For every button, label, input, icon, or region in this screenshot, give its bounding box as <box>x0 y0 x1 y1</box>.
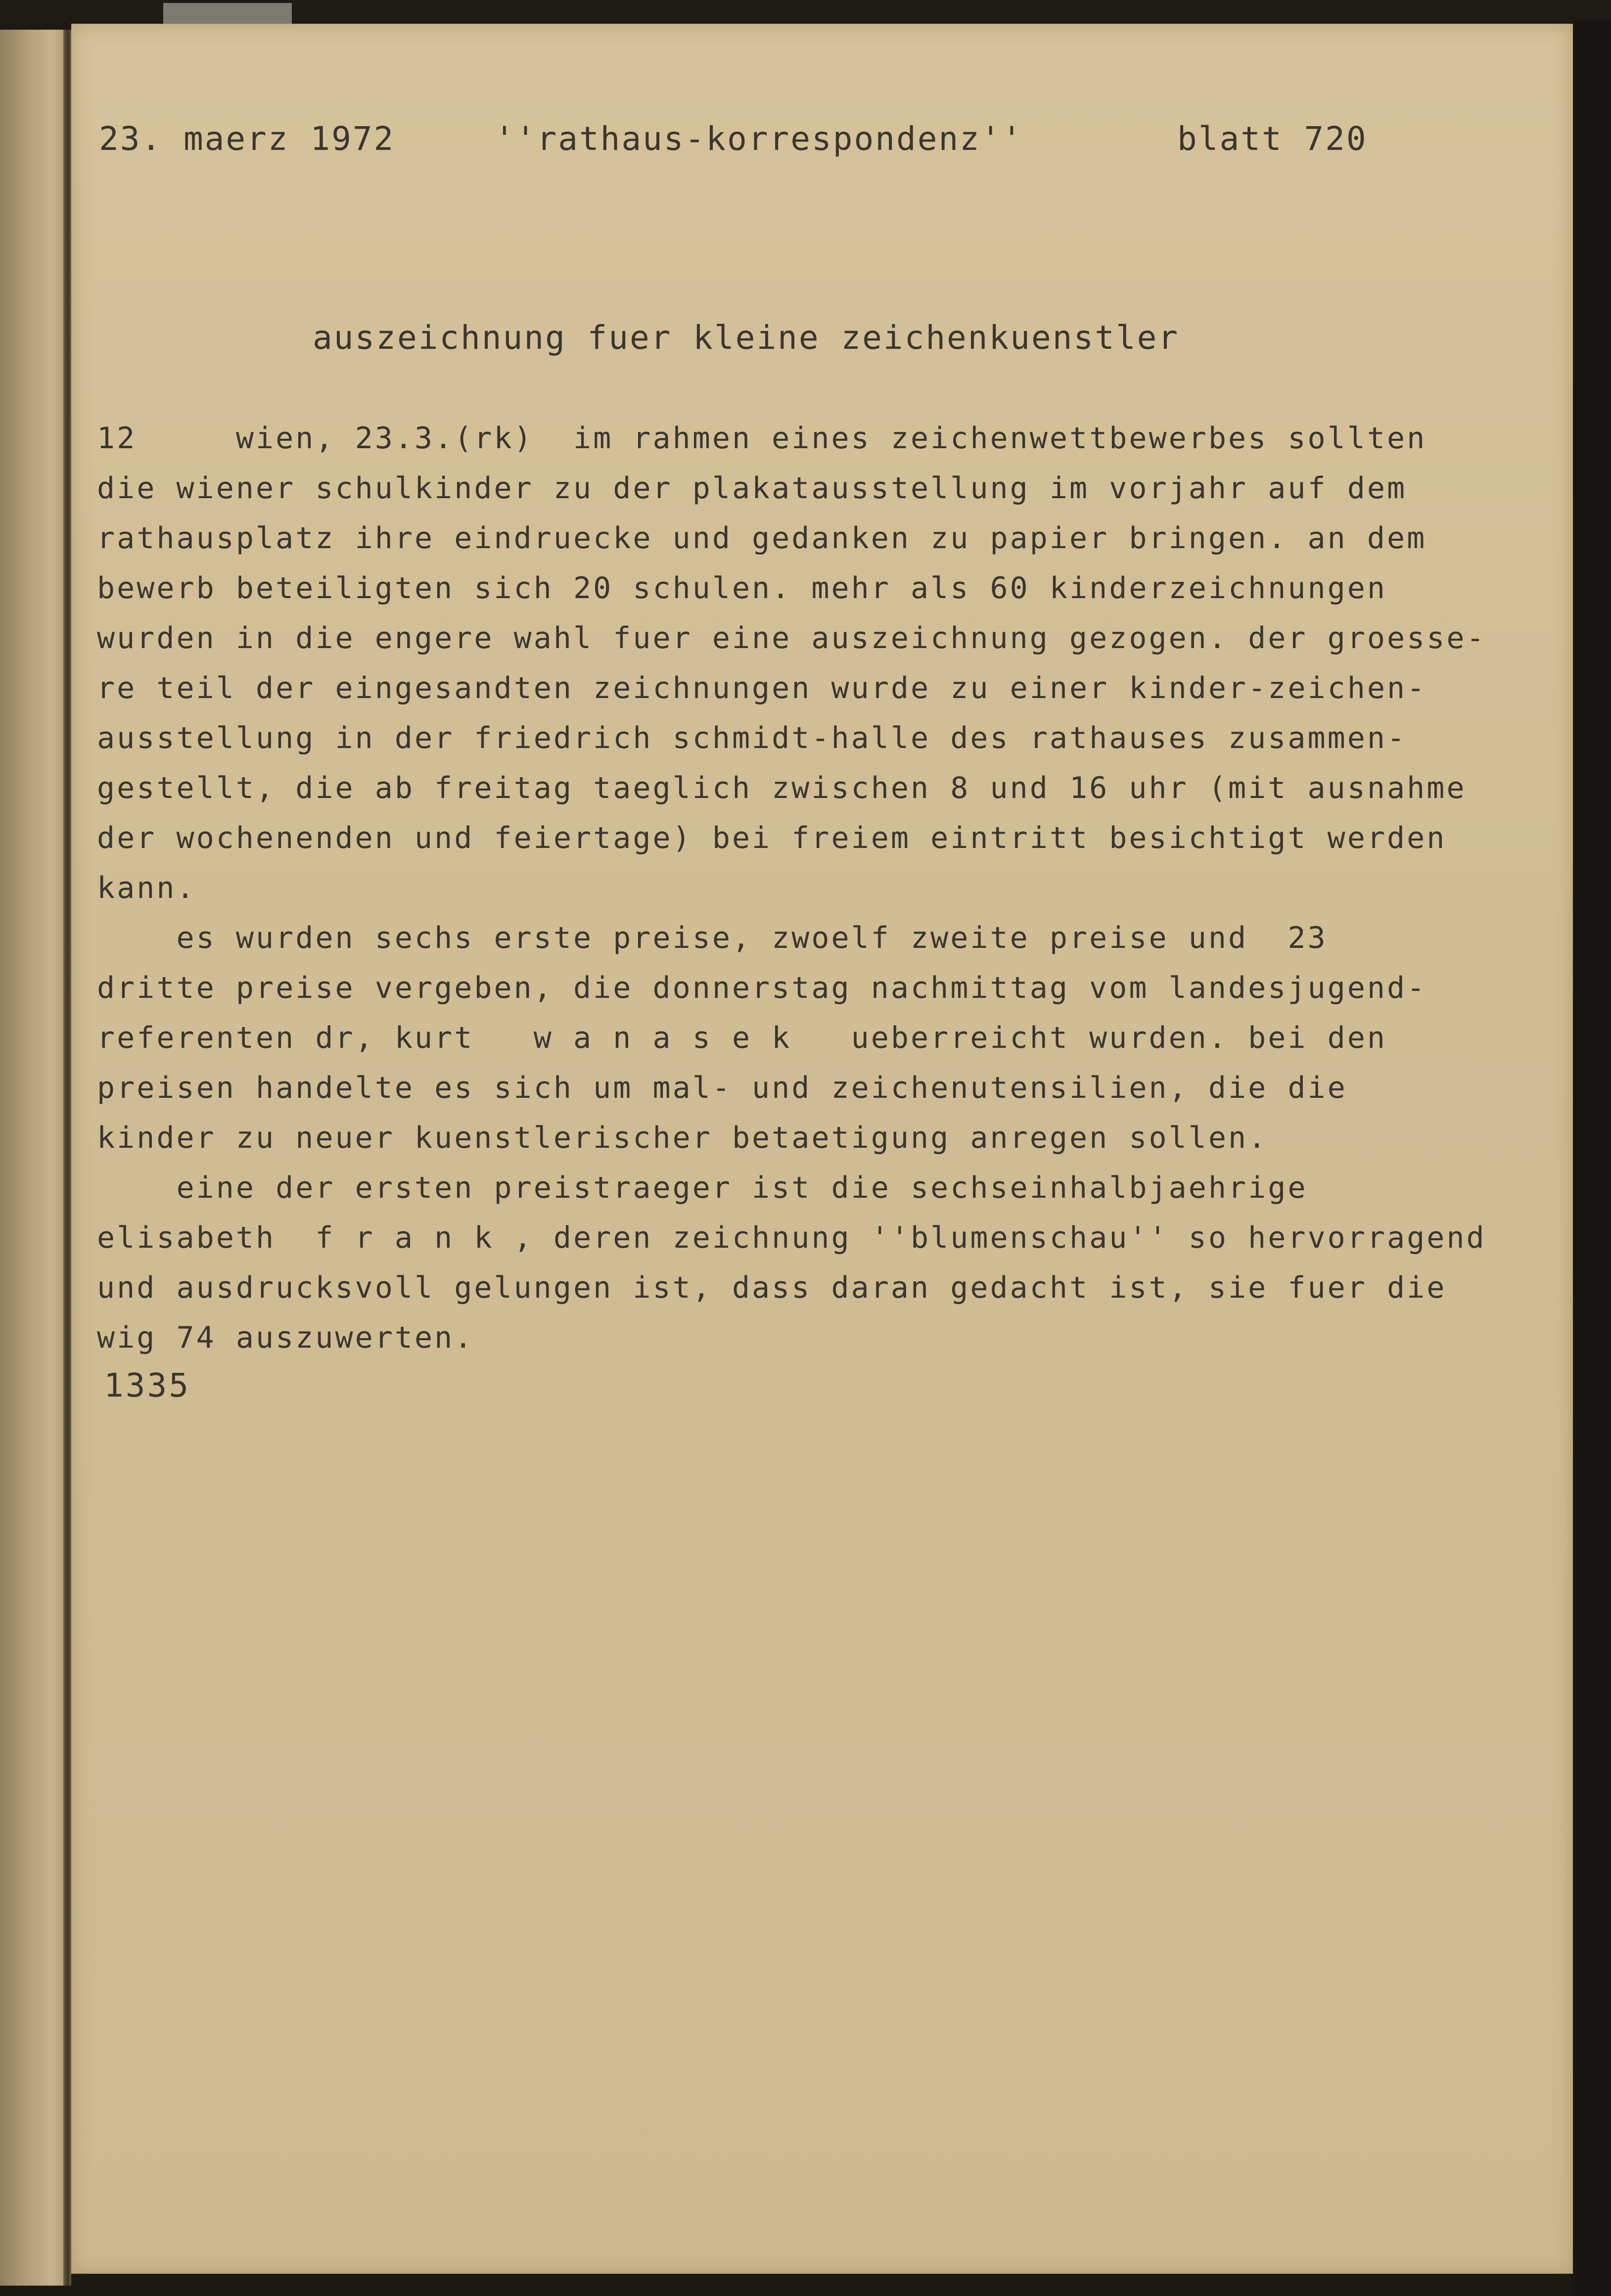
body-line: der wochenenden und feiertage) bei freiem eintritt besichtigt werden <box>97 821 1447 855</box>
body-line: kinder zu neuer kuenstlerischer betaetigung anregen sollen. <box>97 1121 1268 1155</box>
article-title: auszeichnung fuer kleine zeichenkuenstler <box>313 319 1180 357</box>
article-body <box>97 414 1507 1363</box>
header-date: 23. maerz 1972 <box>99 120 395 158</box>
body-line: eine der ersten preistraeger ist die sechseinhalbjaehrige <box>97 1171 1308 1205</box>
body-line: re teil der eingesandten zeichnungen wurde zu einer kinder-zeichen- <box>97 671 1427 705</box>
header-sheet-number: blatt 720 <box>1177 120 1368 158</box>
body-line: es wurden sechs erste preise, zwoelf zweite preise und 23 <box>97 921 1328 955</box>
body-line: wig 74 auszuwerten. <box>97 1320 474 1355</box>
left-page-edge <box>0 30 69 2286</box>
body-line: referenten dr, kurt w a n a s e k ueberreicht wurden. bei den <box>97 1021 1387 1055</box>
scan-right-border <box>1573 20 1611 2296</box>
label-scrap <box>163 3 292 24</box>
body-line: preisen handelte es sich um mal- und zeichenutensilien, die die <box>97 1071 1347 1105</box>
book-gutter <box>63 30 71 2286</box>
header-publication: ''rathaus-korrespondenz'' <box>495 120 1023 158</box>
body-line: ausstellung in der friedrich schmidt-halle des rathauses zusammen- <box>97 721 1407 755</box>
page-header <box>99 114 1474 168</box>
body-line: und ausdrucksvoll gelungen ist, dass daran gedacht ist, sie fuer die <box>97 1270 1447 1305</box>
footer-number: 1335 <box>104 1366 190 1405</box>
body-line: gestellt, die ab freitag taeglich zwischen 8 und 16 uhr (mit ausnahme <box>97 771 1467 805</box>
body-line: dritte preise vergeben, die donnerstag nachmittag vom landesjugend- <box>97 971 1427 1005</box>
body-line: bewerb beteiligten sich 20 schulen. mehr als 60 kinderzeichnungen <box>97 571 1387 606</box>
body-line: 12 wien, 23.3.(rk) im rahmen eines zeichenwettbewerbes sollten <box>97 421 1427 456</box>
body-line: elisabeth f r a n k , deren zeichnung ''blumenschau'' so hervorragend <box>97 1220 1486 1255</box>
body-line: die wiener schulkinder zu der plakatausstellung im vorjahr auf dem <box>97 471 1407 506</box>
body-line: wurden in die engere wahl fuer eine auszeichnung gezogen. der groesse- <box>97 621 1486 656</box>
body-line: rathausplatz ihre eindruecke und gedanken zu papier bringen. an dem <box>97 521 1427 556</box>
body-line: kann. <box>97 871 196 905</box>
